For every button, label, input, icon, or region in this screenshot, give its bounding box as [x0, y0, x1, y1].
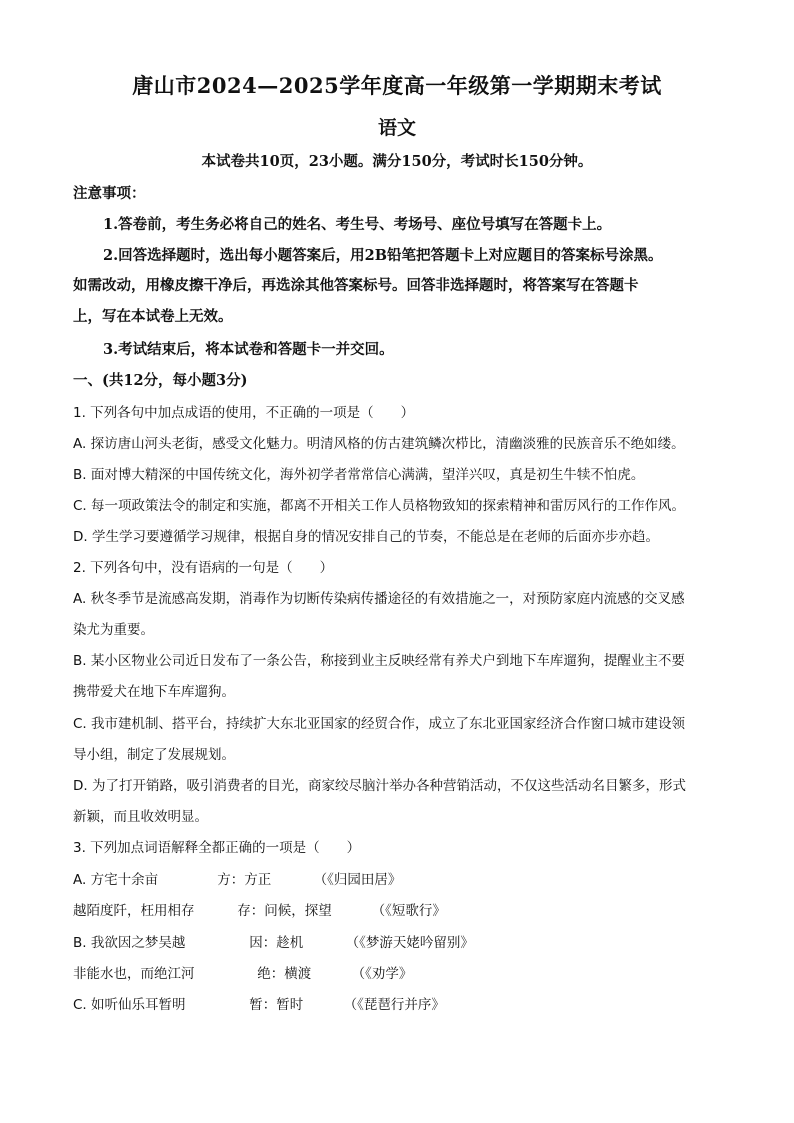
- q3-phrase: B. 我欲因之梦吴越: [73, 935, 186, 951]
- notice-item-2-line-3: 上，写在本试卷上无效。: [73, 308, 233, 325]
- section-1-heading: 一、(共12分，每小题3分): [73, 372, 248, 389]
- q3-gloss: 绝：横渡: [257, 966, 312, 982]
- subject-title: 语文: [377, 117, 416, 139]
- q3-gloss: 暂：暂时: [249, 997, 304, 1013]
- q3-phrase: 非能水也，而绝江河: [73, 966, 195, 982]
- q1-option-a: A. 探访唐山河头老街，感受文化魅力。明清风格的仿古建筑鳞次栉比，清幽淡雅的民族音乐不绝如缕。: [73, 436, 685, 452]
- q3-source: （《归园田居》: [313, 872, 402, 888]
- notice-item-3: 3.考试结束后，将本试卷和答题卡一并交回。: [103, 341, 394, 358]
- q3-row: [73, 931, 723, 951]
- q3-row: [73, 899, 723, 919]
- q2-option-d-line-2: 新颖，而且收效明显。: [73, 809, 208, 825]
- q3-source: （《琵琶行并序》: [343, 997, 445, 1013]
- q3-gloss: 方：方正: [217, 872, 272, 888]
- q3-gloss: 因：趁机: [249, 935, 304, 951]
- q3-phrase: C. 如听仙乐耳暂明: [73, 997, 186, 1013]
- notice-item-1: 1.答卷前，考生务必将自己的姓名、考生号、考场号、座位号填写在答题卡上。: [103, 216, 612, 233]
- q2-option-b-line-2: 携带爱犬在地下车库遛狗。: [73, 684, 235, 700]
- exam-title: 唐山市2024—2025学年度高一年级第一学期期末考试: [132, 73, 662, 98]
- exam-summary: 本试卷共10页，23小题。满分150分，考试时长150分钟。: [201, 153, 593, 170]
- q2-option-a-line-2: 染尤为重要。: [73, 622, 154, 638]
- q1-option-b: B. 面对博大精深的中国传统文化，海外初学者常常信心满满，望洋兴叹，真是初生牛犊不怕虎。: [73, 467, 645, 483]
- q3-phrase: 越陌度阡，枉用相存: [73, 903, 195, 919]
- q2-option-b-line-1: B. 某小区物业公司近日发布了一条公告，称接到业主反映经常有养犬户到地下车库遛狗，提醒业主不要: [73, 653, 685, 669]
- q3-stem: 3. 下列加点词语解释全都正确的一项是（ ）: [73, 840, 361, 856]
- q2-option-a-line-1: A. 秋冬季节是流感高发期，消毒作为切断传染病传播途径的有效措施之一，对预防家庭内流感的交叉感: [73, 591, 685, 607]
- q3-source: （《短歌行》: [371, 903, 446, 919]
- q1-stem: 1. 下列各句中加点成语的使用，不正确的一项是（ ）: [73, 405, 415, 421]
- q2-stem: 2. 下列各句中，没有语病的一句是（ ）: [73, 560, 334, 576]
- q1-option-c: C. 每一项政策法令的制定和实施，都离不开相关工作人员格物致知的探索精神和雷厉风行的工作作风。: [73, 498, 686, 514]
- q2-option-c-line-2: 导小组，制定了发展规划。: [73, 747, 235, 763]
- notice-item-2-line-1: 2.回答选择题时，选出每小题答案后，用2B铅笔把答题卡上对应题目的答案标号涂黑。: [103, 247, 663, 264]
- q3-row: [73, 993, 723, 1013]
- q3-phrase: A. 方宅十余亩: [73, 872, 159, 888]
- q2-option-c-line-1: C. 我市建机制、搭平台，持续扩大东北亚国家的经贸合作，成立了东北亚国家经济合作窗口城市建设领: [73, 716, 686, 732]
- q3-gloss: 存：问候，探望: [237, 903, 332, 919]
- q3-row: [73, 868, 723, 888]
- q2-option-d-line-1: D. 为了打开销路，吸引消费者的目光，商家绞尽脑汁举办各种营销活动，不仅这些活动名目繁多，形式: [73, 778, 686, 794]
- notice-item-2-line-2: 如需改动，用橡皮擦干净后，再选涂其他答案标号。回答非选择题时，将答案写在答题卡: [73, 277, 639, 294]
- q3-source: （《劝学》: [351, 966, 413, 982]
- q3-source: （《梦游天姥吟留别》: [345, 935, 474, 951]
- notice-heading: 注意事项：: [73, 185, 146, 202]
- q1-option-d: D. 学生学习要遵循学习规律，根据自身的情况安排自己的节奏，不能总是在老师的后面亦步亦趋。: [73, 529, 659, 545]
- q3-row: [73, 962, 723, 982]
